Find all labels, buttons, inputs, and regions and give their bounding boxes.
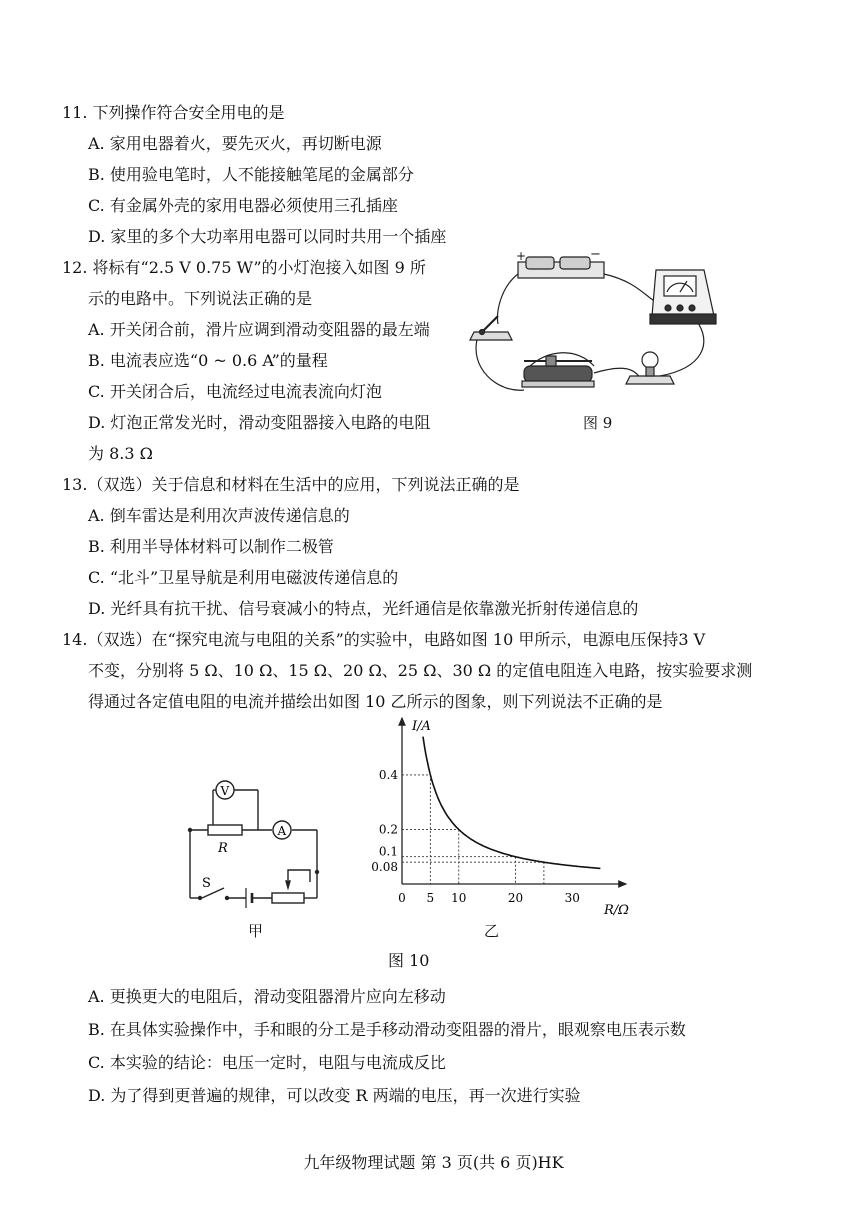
q13-stem: 13.（双选）关于信息和材料在生活中的应用，下列说法正确的是 [62,475,520,494]
q14-option-a: A. 更换更大的电阻后，滑动变阻器滑片应向左移动 [88,987,446,1006]
q12-stem-1: 12. 将标有“2.5 V 0.75 W”的小灯泡接入如图 9 所 [62,258,426,277]
q14-option-b: B. 在具体实验操作中，手和眼的分工是手移动滑动变阻器的滑片，眼观察电压表示数 [88,1020,686,1039]
q13-option-c: C. “北斗”卫星导航是利用电磁波传递信息的 [88,568,399,587]
q12-stem-2: 示的电路中。下列说法正确的是 [88,289,313,308]
y-axis-label: I/A [412,719,431,734]
battery-plus-label: + [516,249,527,263]
q12-option-d-cont: 为 8.3 Ω [88,444,153,463]
figure-10-circuit-schematic [180,770,330,920]
q11-option-d: D. 家里的多个大功率用电器可以同时共用一个插座 [88,227,447,246]
switch-contact-dot [225,896,229,900]
lamp-device [626,352,674,384]
q14-option-d: D. 为了得到更普遍的规律，可以改变 R 两端的电压，再一次进行实验 [88,1086,581,1105]
figure-10-yi-caption: 乙 [484,922,500,940]
figure-9-caption: 图 9 [583,414,613,432]
figure-9-circuit [468,248,720,413]
voltmeter-label: V [220,784,230,798]
rheostat-device [522,356,594,387]
junction-dot [188,828,192,832]
y-tick-label-0: 0.4 [378,767,398,782]
battery-minus-label: − [590,248,601,262]
q12-option-d: D. 灯泡正常发光时，滑动变阻器接入电路的电阻 [88,413,431,432]
junction-dot [315,870,319,874]
switch-label: S [202,876,211,891]
x-tick-label-2: 10 [451,891,467,905]
y-tick-label-2: 0.1 [378,844,398,859]
wire-switch-to-rheostat [476,336,524,390]
q14-stem-3: 得通过各定值电阻的电流并描绘出如图 10 乙所示的图象，则下列说法不正确的是 [88,692,663,711]
q11-option-a: A. 家用电器着火，要先灭火，再切断电源 [88,134,382,153]
q14-stem-1: 14.（双选）在“探究电流与电阻的关系”的实验中，电路如图 10 甲所示，电源电压保持3 V [62,630,706,649]
x-tick-label-4: 30 [564,891,580,905]
x-tick-label-3: 20 [507,891,524,905]
wire-ammeter-to-lamp [660,320,704,376]
q13-option-d: D. 光纤具有抗干扰、信号衰减小的特点，光纤通信是依靠激光折射传递信息的 [88,599,639,618]
y-tick-label-1: 0.2 [378,822,398,837]
q13-option-a: A. 倒车雷达是利用次声波传递信息的 [88,506,350,525]
q12-option-c: C. 开关闭合后，电流经过电流表流向灯泡 [88,382,382,401]
q11-option-c: C. 有金属外壳的家用电器必须使用三孔插座 [88,196,398,215]
x-tick-label-1: 5 [426,891,435,905]
y-tick-label-3: 0.08 [371,860,398,875]
q14-option-c: C. 本实验的结论：电压一定时，电阻与电流成反比 [88,1053,446,1072]
figure-10-caption: 图 10 [388,951,430,970]
figure-10-jia-caption: 甲 [248,922,264,940]
q12-option-a: A. 开关闭合前，滑片应调到滑动变阻器的最左端 [88,320,430,339]
inverse-curve [423,737,600,869]
resistor-label: R [218,841,228,856]
rheostat-symbol [272,893,304,903]
switch-contact-dot [198,896,202,900]
resistor-r-symbol [208,825,242,835]
battery-cell-1 [526,257,554,269]
knife-switch [470,316,512,340]
battery-cell-2 [560,257,590,269]
ammeter-label: A [277,824,287,838]
q12-option-b: B. 电流表应选“0 ~ 0.6 A”的量程 [88,351,328,370]
q11-stem: 11. 下列操作符合安全用电的是 [62,103,285,122]
page-footer: 九年级物理试题 第 3 页(共 6 页)HK [303,1153,564,1172]
wire-battery-to-switch [498,274,518,324]
ammeter-device [650,270,716,324]
q11-option-b: B. 使用验电笔时，人不能接触笔尾的金属部分 [88,165,414,184]
x-axis-label: R/Ω [604,903,629,918]
q14-stem-2: 不变，分别将 5 Ω、10 Ω、15 Ω、20 Ω、25 Ω、30 Ω 的定值电阻连入电路，按实验要求测 [88,661,753,680]
x-tick-label-0: 0 [398,891,406,905]
q13-option-b: B. 利用半导体材料可以制作二极管 [88,537,334,556]
figure-10-graph [360,712,630,922]
